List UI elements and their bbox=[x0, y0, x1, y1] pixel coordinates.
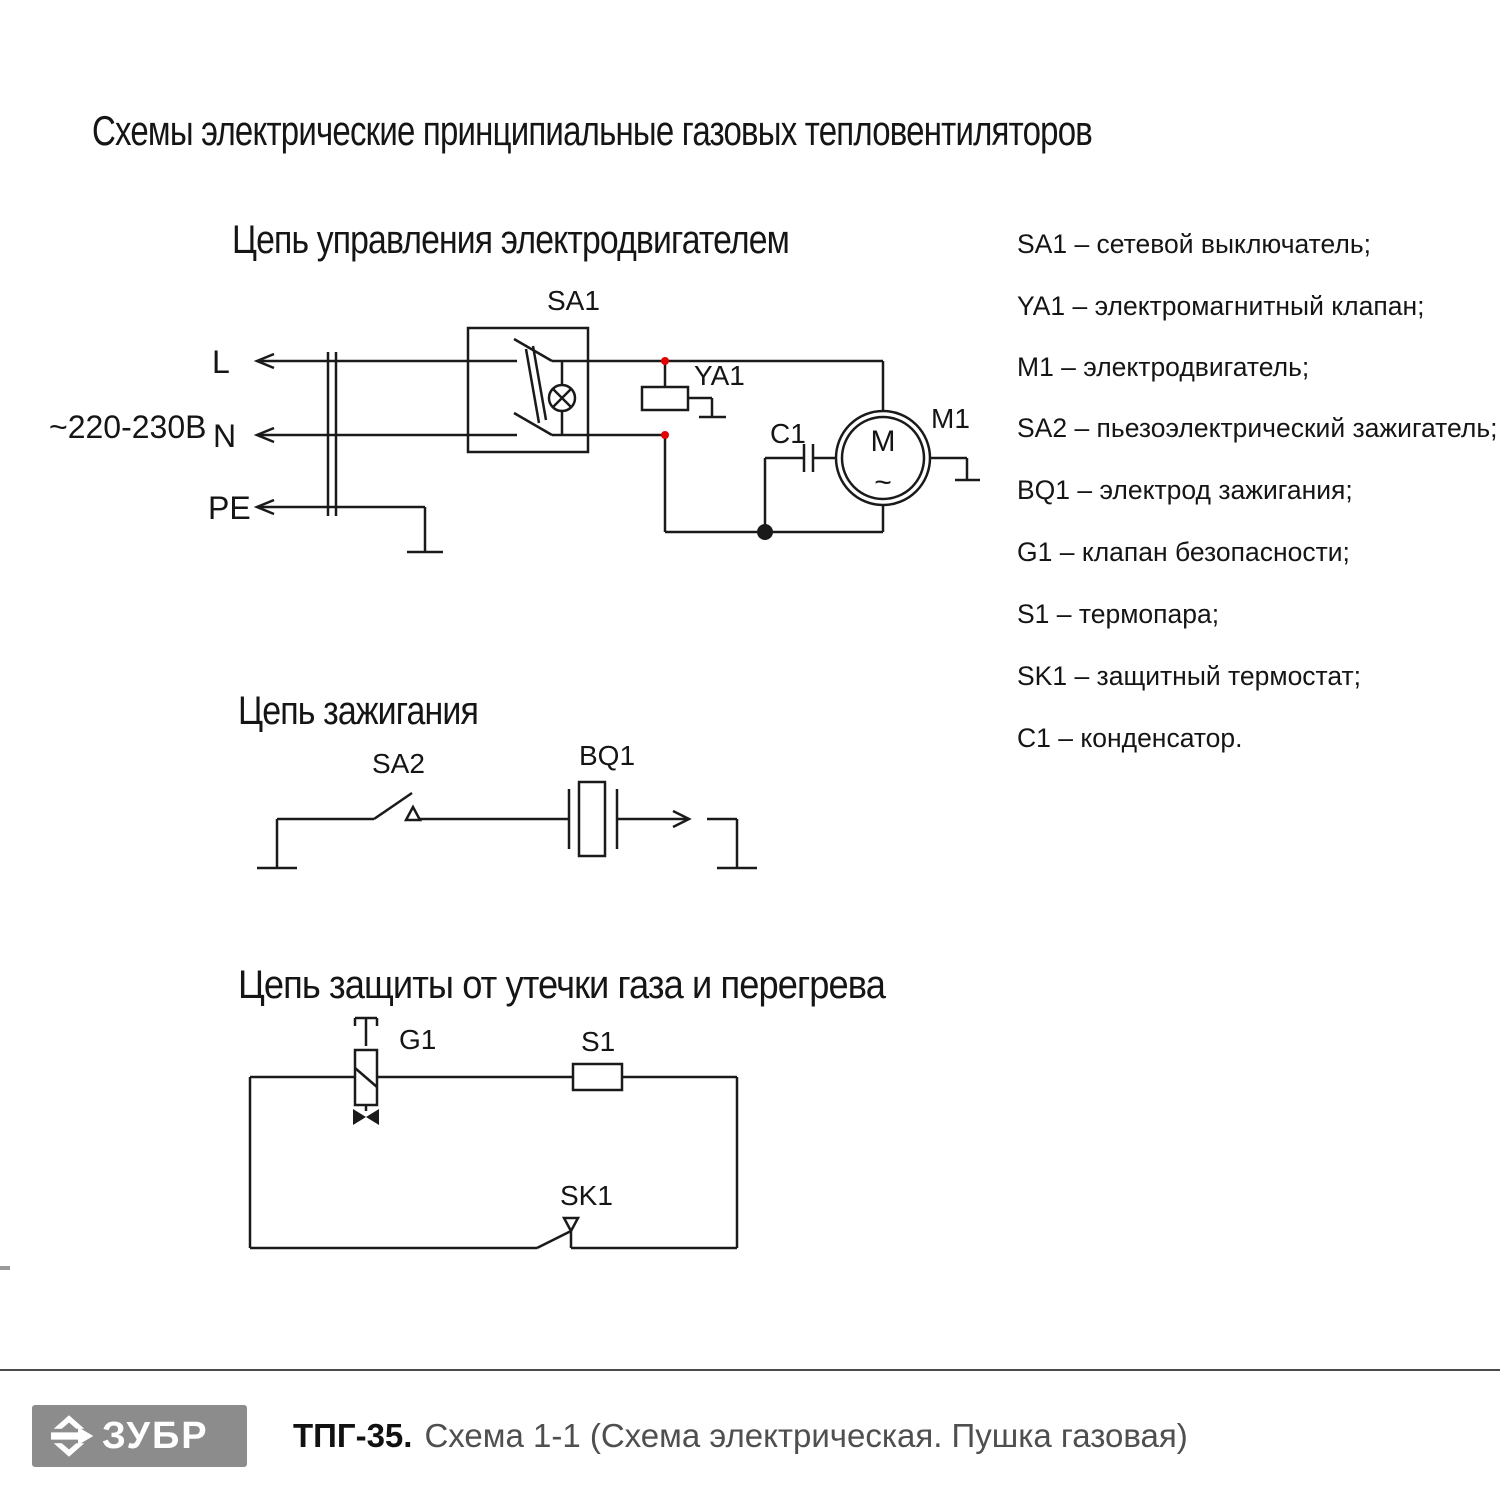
legend-item: SA2 – пьезоэлектрический зажигатель; bbox=[1017, 413, 1498, 443]
zubr-logo-icon bbox=[42, 1411, 96, 1461]
legend-item: G1 – клапан безопасности; bbox=[1017, 537, 1350, 567]
right-ground-icon bbox=[707, 819, 757, 868]
terminal-pe-label: PE bbox=[208, 490, 251, 526]
legend-item: SK1 – защитный термостат; bbox=[1017, 661, 1362, 691]
circuit2-heading: Цепь зажигания bbox=[238, 689, 478, 733]
terminal-n-label: N bbox=[213, 418, 237, 454]
left-ground-icon bbox=[257, 819, 297, 868]
legend-item: C1 – конденсатор. bbox=[1017, 723, 1243, 753]
voltage-label: ~220-230В bbox=[49, 409, 207, 445]
legend-item: BQ1 – электрод зажигания; bbox=[1017, 475, 1353, 505]
sk1-thermostat-switch-symbol bbox=[537, 1218, 578, 1248]
s1-thermocouple-symbol bbox=[573, 1064, 622, 1090]
circuit-protection bbox=[238, 963, 887, 1248]
zubr-logo bbox=[32, 1405, 247, 1467]
pe-ground-icon bbox=[407, 507, 443, 552]
g1-label: G1 bbox=[399, 1024, 437, 1055]
g1-safety-valve-symbol bbox=[353, 1018, 379, 1125]
page-edge-mark bbox=[0, 1266, 10, 1270]
page-title: Схемы электрические принципиальные газовых тепловентиляторов bbox=[92, 107, 1092, 154]
legend-item: M1 – электродвигатель; bbox=[1017, 352, 1310, 382]
motor-ac-symbol: ~ bbox=[874, 466, 892, 499]
sa2-label: SA2 bbox=[372, 748, 425, 779]
sa1-label: SA1 bbox=[547, 285, 600, 316]
bq1-label: BQ1 bbox=[579, 740, 636, 771]
motor-ground-icon bbox=[930, 458, 980, 480]
lamp-icon bbox=[549, 361, 575, 435]
m1-label: M1 bbox=[931, 403, 970, 434]
sa2-switch-symbol bbox=[277, 793, 420, 820]
sa1-switch-symbol bbox=[468, 328, 588, 452]
junction-dot-red-n bbox=[661, 431, 669, 439]
c1-label: C1 bbox=[770, 418, 806, 449]
terminal-l-label: L bbox=[212, 344, 230, 380]
legend bbox=[1017, 229, 1498, 753]
circuit1-heading: Цепь управления электродвигателем bbox=[232, 218, 789, 262]
footer-caption bbox=[293, 1405, 1188, 1467]
capacitor-c1-symbol bbox=[765, 444, 836, 532]
model-number: ТПГ-35. bbox=[293, 1417, 413, 1454]
s1-label: S1 bbox=[581, 1026, 616, 1057]
sk1-label: SK1 bbox=[560, 1180, 613, 1211]
motor-letter: M bbox=[870, 425, 896, 458]
spark-arrow bbox=[617, 811, 689, 827]
circuit-ignition bbox=[238, 689, 757, 868]
legend-item: SA1 – сетевой выключатель; bbox=[1017, 229, 1371, 259]
brand-name: ЗУБР bbox=[102, 1414, 209, 1457]
schema-caption: Схема 1-1 (Схема электрическая. Пушка газовая) bbox=[424, 1417, 1188, 1454]
circuit3-heading: Цепь защиты от утечки газа и перегрева bbox=[238, 963, 887, 1007]
legend-item: YA1 – электромагнитный клапан; bbox=[1017, 291, 1425, 321]
footer-divider bbox=[0, 1369, 1500, 1371]
supply-lines bbox=[257, 354, 517, 514]
junction-dot-red-l bbox=[661, 357, 669, 365]
ya1-label: YA1 bbox=[694, 360, 745, 391]
bq1-piezo-electrode-symbol bbox=[569, 782, 617, 856]
loop-wires bbox=[250, 1077, 737, 1248]
legend-item: S1 – термопара; bbox=[1017, 599, 1220, 629]
circuit-motor-control bbox=[49, 218, 980, 552]
